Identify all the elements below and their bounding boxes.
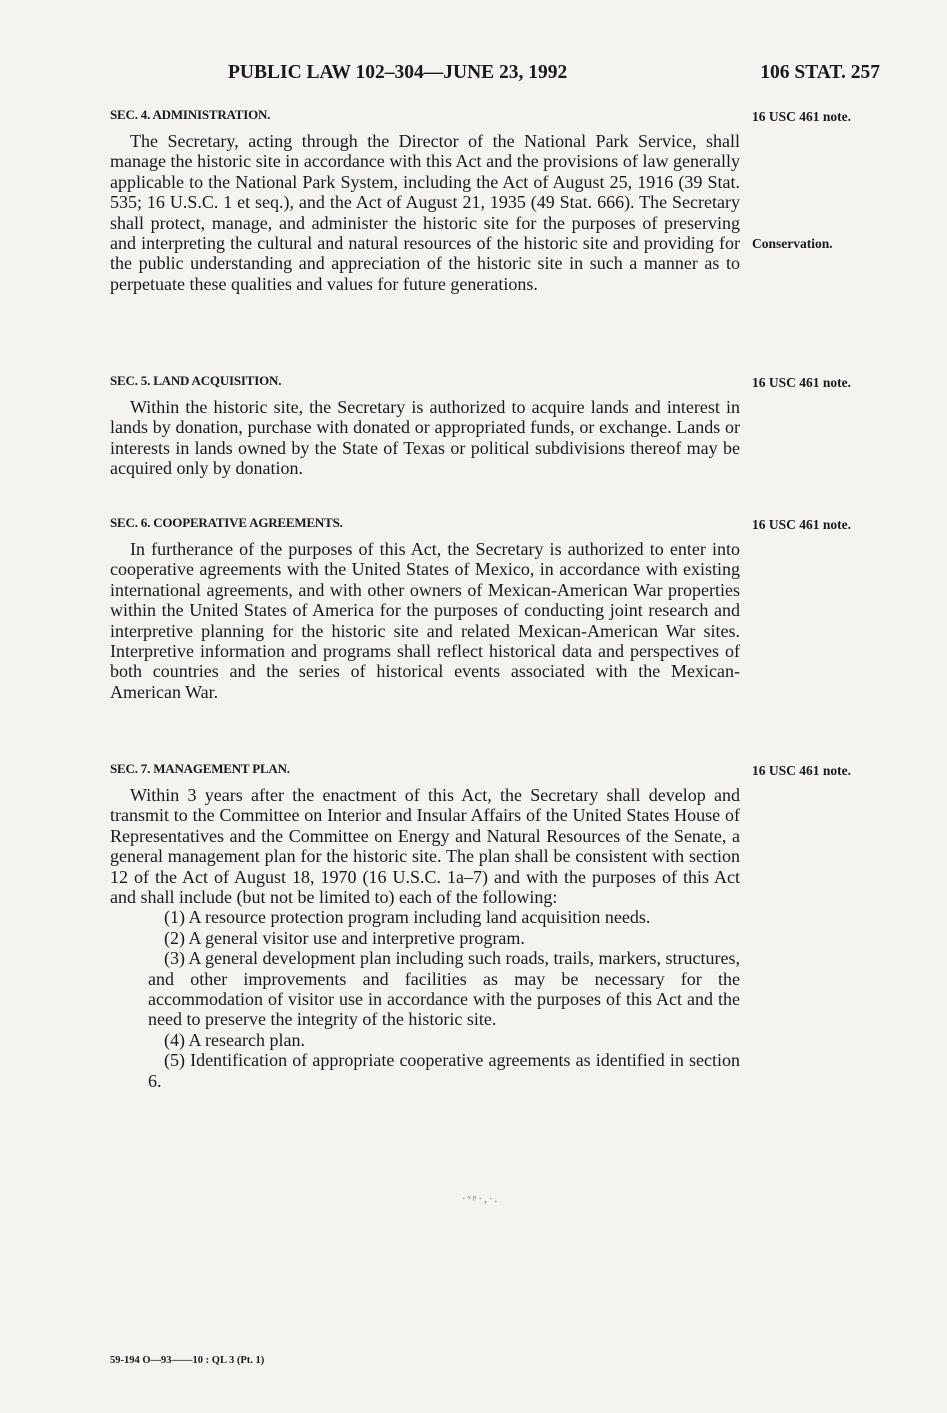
- section-5: [110, 373, 740, 479]
- section-4-heading: SEC. 4. ADMINISTRATION.: [110, 107, 271, 122]
- plan-item-4: (4) A research plan.: [164, 1029, 305, 1050]
- section-6-text: In furtherance of the purposes of this Act, the Secretary is authorized to enter into cooperative agreements with the United States of Mexico, in accordance with existing international agreements, and with other owners of Mexican-American War properties within the United States of America for the purposes of conducting joint research and interpretive planning for the historic site and related Mexican-American War sites. Interpretive information and programs shall reflect historical data and perspectives of both countries and the series of historical events associated with the Mexican-American War.: [110, 539, 740, 702]
- header-title: PUBLIC LAW 102–304—JUNE 23, 1992: [228, 62, 568, 83]
- section-6: [110, 515, 740, 702]
- margin-note-sec5: 16 USC 461 note.: [752, 375, 852, 390]
- section-7-text: Within 3 years after the enactment of this Act, the Secretary shall develop and transmit to the Committee on Interior and Insular Affairs of the United States House of Representatives and the Committee on Energy and Natural Resources of the Senate, a general management plan for the historic site. The plan shall be consistent with section 12 of the Act of August 18, 1970 (16 U.S.C. 1a–7) and with the purposes of this Act and shall include (but not be limited to) each of the following:: [110, 785, 740, 908]
- margin-note-sec6: 16 USC 461 note.: [752, 517, 852, 532]
- plan-item-2: (2) A general visitor use and interpretive program.: [164, 927, 525, 948]
- page-header: [110, 60, 880, 90]
- section-7: [110, 761, 740, 1091]
- section-6-heading: SEC. 6. COOPERATIVE AGREEMENTS.: [110, 515, 343, 530]
- plan-item-5: (5) Identification of appropriate cooperative agreements as identified in section 6.: [148, 1050, 740, 1091]
- section-4: [110, 107, 740, 294]
- plan-item-3: (3) A general development plan including such roads, trails, markers, structures, and other improvements and facilities as may be necessary for the accommodation of visitor use in accordance with the purposes of this Act and the need to preserve the integrity of the historic site.: [148, 948, 740, 1030]
- section-4-text: The Secretary, acting through the Director of the National Park Service, shall manage the historic site in accordance with this Act and the provisions of law generally applicable to the National Park System, including the Act of August 25, 1916 (39 Stat. 535; 16 U.S.C. 1 et seq.), and the Act of August 21, 1935 (49 Stat. 666). The Secretary shall protect, manage, and administer the historic site for the purposes of preserving and interpreting the cultural and natural resources of the historic site and providing for the public understanding and appreciation of the historic site in such a manner as to perpetuate these qualities and values for future generations.: [110, 131, 740, 294]
- margin-note-sec4: 16 USC 461 note.: [752, 109, 852, 124]
- section-7-heading: SEC. 7. MANAGEMENT PLAN.: [110, 761, 290, 776]
- margin-note-conservation: Conservation.: [752, 236, 833, 251]
- page-footer: 59-194 O—93——10 : QL 3 (Pt. 1): [110, 1355, 265, 1366]
- section-5-text: Within the historic site, the Secretary is authorized to acquire lands and interest in lands by donation, purchase with donated or appropriated funds, or exchange. Lands or interests in lands owned by the State of Texas or political subdivisions thereof may be acquired only by donation.: [110, 397, 740, 479]
- margin-note-sec7: 16 USC 461 note.: [752, 763, 852, 778]
- print-mark: ·ᵛᵖ·,·.: [462, 1193, 500, 1205]
- header-stat-citation: 106 STAT. 257: [760, 62, 880, 83]
- section-5-heading: SEC. 5. LAND ACQUISITION.: [110, 373, 282, 388]
- plan-item-1: (1) A resource protection program including land acquisition needs.: [164, 907, 651, 928]
